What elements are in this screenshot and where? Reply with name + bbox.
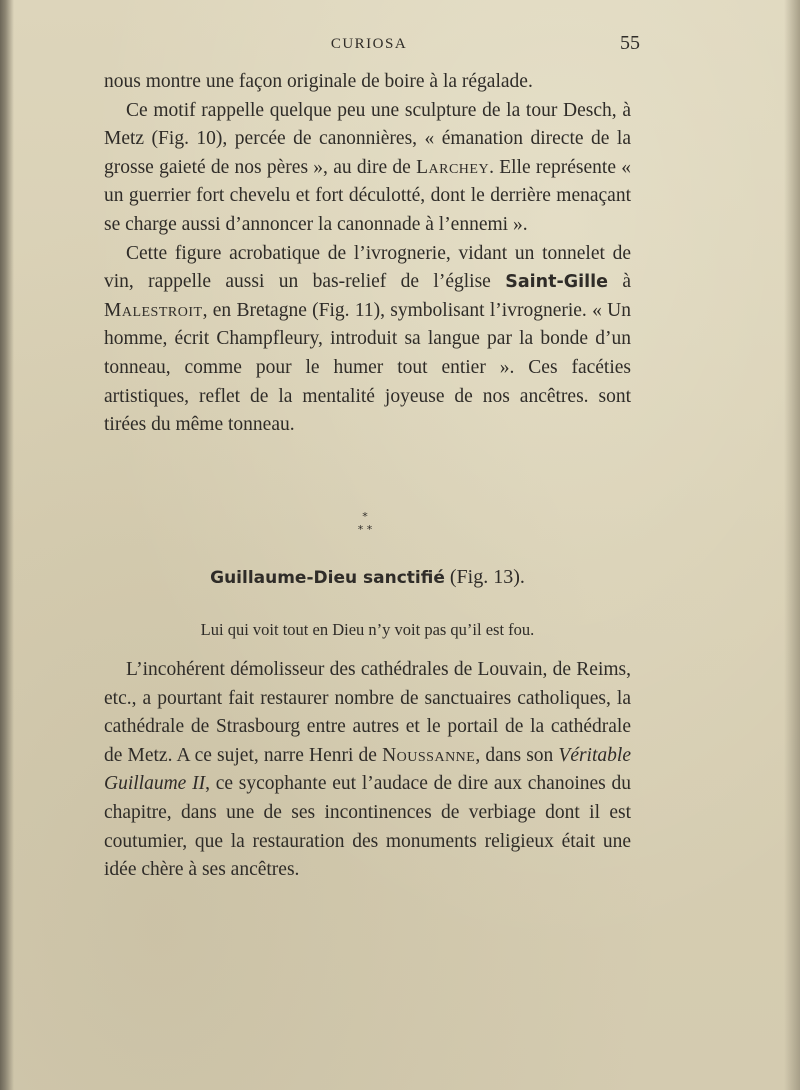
asterism-bottom: * * (357, 523, 373, 536)
upper-text-block (104, 68, 631, 440)
asterism-top: * (362, 510, 368, 523)
section-heading-fig: (Fig. 13). (444, 566, 525, 588)
author-name-noussanne: Noussanne (382, 744, 476, 766)
paragraph-text: L’incohérent démolisseur des cathédrales de Louvain, de Reims, etc., a pourtant fait restaurer nombre de sanctuaires catholiques, la cathédrale de Strasbourg entre autres et le portail de la cathédrale de Metz. A ce sujet, narre Henri de (104, 659, 631, 766)
running-head (104, 32, 640, 56)
lower-text-block (104, 656, 631, 885)
paragraph-text: , dans son (475, 744, 559, 766)
epigraph: Lui qui voit tout en Dieu n’y voit pas qu’il est fou. (200, 620, 535, 639)
paragraph-tour-desch (104, 97, 631, 240)
page-edge-shadow (784, 0, 800, 1090)
page-number: 55 (620, 32, 640, 54)
paragraph-ivrognerie (104, 240, 631, 440)
section-heading-main: Guillaume-Dieu sanctifié (210, 568, 445, 588)
place-malestroit: Malestroit (104, 299, 203, 321)
page-binding-shadow (0, 0, 14, 1090)
paragraph-continuation (104, 68, 631, 97)
paragraph-guillaume (104, 656, 631, 885)
place-saint-gille: Saint-Gille (505, 272, 608, 293)
work-title: Véritable Guillaume II (104, 744, 631, 795)
paragraph-text: Ce motif rappelle quelque peu une sculpture de la tour Desch, à Metz (Fig. 10), percée de canonnières, « émanation directe de la grosse gaieté de nos pères », au dire de (104, 99, 631, 178)
paragraph-text: , en Bretagne (Fig. 11), symbolisant l’ivrognerie. « Un homme, écrit Champfleury, introduit sa langue par la bonde d’un tonneau, comme pour le humer tout entier ». Ces facéties artistiques, reflet de la mentalité joyeuse de nos ancêtres. sont tirées du même tonneau. (104, 299, 631, 436)
section-heading (104, 566, 631, 589)
author-name-larchey: Larchey (416, 156, 490, 178)
paragraph-text: , ce sycophante eut l’audace de dire aux chanoines du chapitre, dans une de ses incontinences de verbiage dont il est coutumier, que la restauration des monuments religieux était une idée chère à ses ancêtres. (104, 773, 632, 881)
running-title: CURIOSA (330, 36, 408, 52)
paragraph-continuation-text: nous montre une façon originale de boire à la régalade. (104, 71, 533, 92)
paragraph-text: Cette figure acrobatique de l’ivrognerie, vidant un tonnelet de vin, rappelle aussi un bas-relief de l’église (104, 242, 631, 293)
paragraph-text: à (607, 271, 631, 293)
paragraph-text: . Elle représente « un guerrier fort chevelu et fort déculotté, dont le derrière menaçant se charge aussi d’annoncer la canonnade à l’ennemi ». (104, 156, 632, 235)
asterism-divider (340, 510, 390, 540)
